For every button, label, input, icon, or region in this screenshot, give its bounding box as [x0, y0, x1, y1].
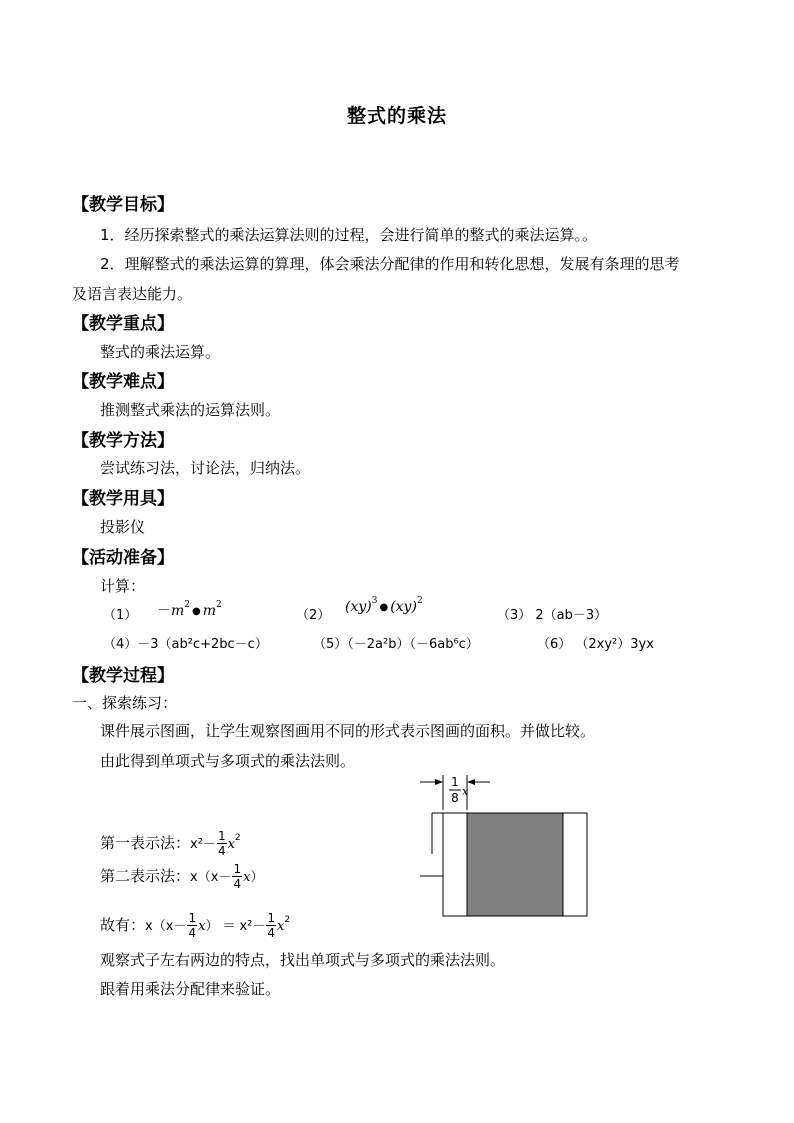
figure-frac-numerator: 1	[451, 775, 459, 789]
exercise-2-label: （2）	[296, 608, 331, 623]
goal-item-1: 1．经历探索整式的乘法运算法则的过程，会进行简单的整式的乘法运算。。	[100, 226, 598, 244]
figure-x-label: x	[462, 785, 469, 798]
exercise-1-expression: $-m^2●$ $m^2$	[157, 600, 222, 619]
goal-item-2-line-1: 2．理解整式的乘法运算的算理，体会乘法分配律的作用和转化思想，发展有条理的思考	[100, 255, 680, 273]
process-paragraph-4: 跟着用乘法分配律来验证。	[100, 980, 281, 998]
section-tools-heading: 【教学用具】	[72, 489, 174, 509]
method-text: 尝试练习法，讨论法，归纳法。	[100, 459, 311, 477]
process-step-1: 一、探索练习：	[72, 694, 178, 712]
process-paragraph-1: 课件展示图画，让学生观察图画用不同的形式表示图画的面积。并做比较。	[100, 722, 596, 740]
exercise-6: （6） （2xy²）3yx	[537, 637, 654, 652]
difficulty-text: 推测整式乘法的运算法则。	[100, 401, 281, 419]
second-representation: 第二表示法：x（x－ $\frac{1}{4}$ x）	[100, 862, 264, 891]
exercise-1-label: （1）	[103, 608, 138, 623]
first-representation: 第一表示法：x²－ $\frac{1}{4}$ $x^2$	[100, 829, 241, 858]
section-method-heading: 【教学方法】	[72, 431, 174, 451]
section-prep-heading: 【活动准备】	[72, 548, 174, 568]
section-key-heading: 【教学重点】	[72, 314, 174, 334]
page-title: 整式的乘法	[346, 105, 447, 127]
key-text: 整式的乘法运算。	[100, 343, 221, 361]
exercise-4: （4）－3（ab²c+2bc－c）	[103, 637, 268, 652]
area-figure	[410, 770, 600, 922]
section-difficulty-heading: 【教学难点】	[72, 372, 174, 392]
goal-item-2-line-2: 及语言表达能力。	[72, 285, 193, 303]
figure-frac-denominator: 8	[451, 791, 459, 805]
section-process-heading: 【教学过程】	[72, 666, 174, 686]
calc-label: 计算：	[100, 577, 146, 595]
shaded-rectangle	[467, 813, 563, 916]
exercise-2-expression: (xy)$^3$● (xy)$^2$	[345, 596, 423, 615]
section-goals-heading: 【教学目标】	[72, 195, 174, 215]
process-paragraph-3: 观察式子左右两边的特点，找出单项式与多项式的乘法法则。	[100, 951, 506, 969]
exercise-5: （5）（－2a²b）（－6ab⁶c）	[313, 637, 479, 652]
tools-text: 投影仪	[100, 518, 146, 536]
thus-equation: 故有：x（x－ $\frac{1}{4}$ x） ＝ x²－ $\frac{1}{4}$ $x^2$	[100, 911, 291, 940]
process-paragraph-2: 由此得到单项式与多项式的乘法法则。	[100, 752, 356, 770]
arrow-right-icon	[435, 779, 443, 785]
exercise-3: （3） 2（ab－3）	[497, 608, 608, 623]
